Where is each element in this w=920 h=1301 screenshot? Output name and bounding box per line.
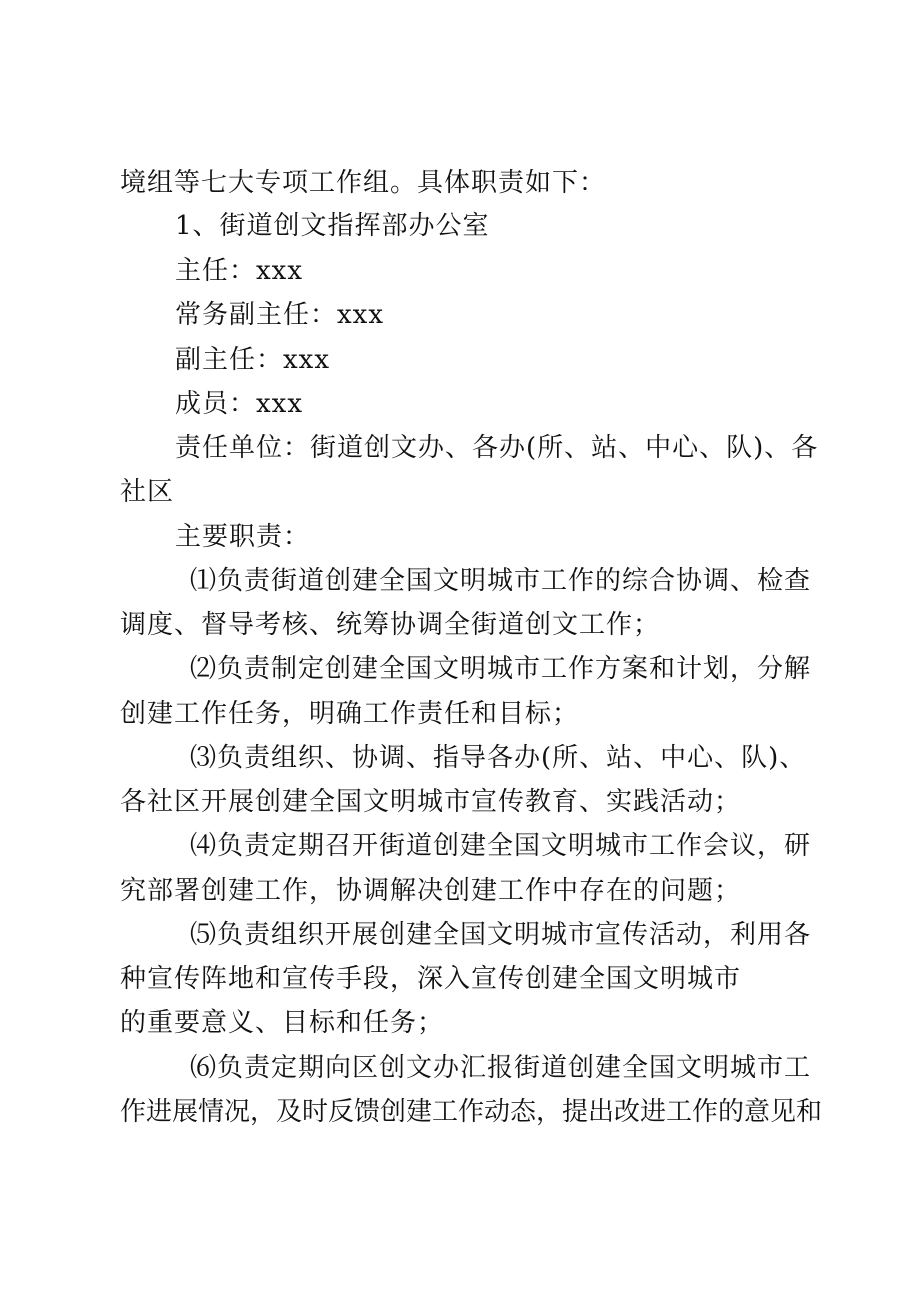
duty-2-line-1: ⑵负责制定创建全国文明城市工作方案和计划，分解: [190, 654, 812, 684]
responsible-units-line: 责任单位：街道创文办、各办(所、站、中心、队)、各: [175, 433, 819, 463]
main-duties-heading: 主要职责：: [175, 522, 311, 552]
responsible-units-continuation: 社区: [120, 477, 175, 507]
section-heading: 1、街道创文指挥部办公室: [175, 211, 490, 241]
duty-4-line-1: ⑷负责定期召开街道创建全国文明城市工作会议，研: [190, 831, 812, 861]
duty-2-line-2: 创建工作任务，明确工作责任和目标；: [120, 699, 580, 729]
duty-6-line-1: ⑹负责定期向区创文办汇报街道创建全国文明城市工: [190, 1053, 812, 1083]
members-line: 成员：xxx: [175, 389, 303, 419]
duty-1-line-1: ⑴负责街道创建全国文明城市工作的综合协调、检查: [190, 566, 812, 596]
duty-5-line-1: ⑸负责组织开展创建全国文明城市宣传活动，利用各: [190, 920, 812, 950]
duty-1-line-2: 调度、督导考核、统筹协调全街道创文工作；: [120, 610, 661, 640]
duty-4-line-2: 究部署创建工作，协调解决创建工作中存在的问题；: [120, 876, 742, 906]
duty-5-line-2: 种宣传阵地和宣传手段，深入宣传创建全国文明城市: [120, 964, 742, 994]
text-line-1: 境组等七大专项工作组。具体职责如下：: [120, 168, 607, 198]
duty-3-line-1: ⑶负责组织、协调、指导各办(所、站、中心、队)、: [190, 743, 807, 773]
duty-6-line-2: 作进展情况，及时反馈创建工作动态，提出改进工作的意见和: [120, 1097, 823, 1127]
duty-3-line-2: 各社区开展创建全国文明城市宣传教育、实践活动；: [120, 787, 742, 817]
director-line: 主任：xxx: [175, 256, 303, 286]
deputy-director-line: 副主任：xxx: [175, 345, 330, 375]
executive-deputy-director-line: 常务副主任：xxx: [175, 300, 384, 330]
duty-5-line-3: 的重要意义、目标和任务；: [120, 1008, 445, 1038]
